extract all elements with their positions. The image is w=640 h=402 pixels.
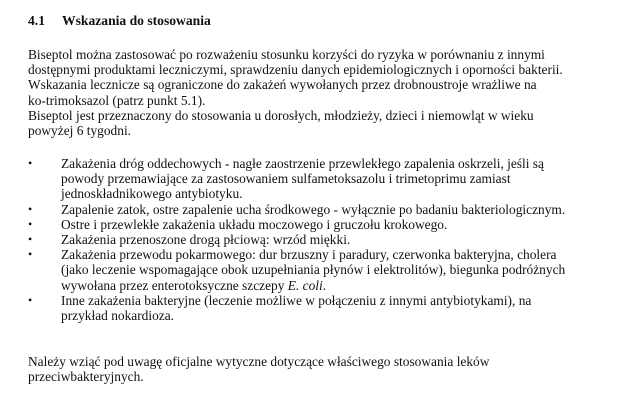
- bullet-marker: •: [28, 201, 33, 216]
- bullet-marker: •: [28, 156, 33, 170]
- intro-line: Wskazania lecznicze są ograniczone do zakażeń wywołanych przez drobnoustroje wrażliwe na: [28, 77, 537, 93]
- list-item-line-punctuation: .: [322, 277, 327, 293]
- bullet-marker: •: [28, 292, 33, 307]
- intro-line: Biseptol można zastosować po rozważeniu stosunku korzyści do ryzyka w porównaniu z innymi: [28, 47, 545, 62]
- bullet-marker: •: [28, 232, 33, 247]
- section-number: 4.1: [28, 13, 45, 28]
- list-item-line: Zakażenia dróg oddechowych - nagłe zaostrzenie przewlekłego zapalenia oskrzeli, jeśli są: [61, 156, 544, 171]
- list-item-line: powody przemawiające za zastosowaniem sulfametoksazolu i trimetoprimu zamiast: [61, 171, 511, 187]
- list-item-line: Ostre i przewlekłe zakażenia układu moczowego i gruczołu krokowego.: [61, 216, 448, 232]
- list-item-line: [61, 278, 628, 293]
- intro-line: Biseptol jest przeznaczony do stosowania u dorosłych, młodzieży, dzieci i niemowląt w wieku: [28, 107, 534, 123]
- list-item-line: Zakażenia przewodu pokarmowego: dur brzuszny i paradury, czerwonka bakteryjna, cholera: [61, 247, 557, 263]
- list-item-line: przykład nokardioza.: [61, 308, 175, 324]
- closing-line: Należy wziąć pod uwagę oficjalne wytyczne dotyczące właściwego stosowania leków: [28, 354, 490, 369]
- intro-line: ko-trimoksazol (patrz punkt 5.1).: [28, 92, 206, 108]
- bullet-marker: •: [28, 216, 33, 231]
- list-item-line: jednoskładnikowego antybiotyku.: [61, 186, 243, 202]
- intro-line: powyżej 6 tygodni.: [28, 123, 132, 139]
- list-item-line-text: wywołana przez enterotoksyczne szczepy: [61, 277, 288, 293]
- bullet-marker: •: [28, 247, 33, 262]
- organism-name-italic: E. coli: [287, 277, 323, 293]
- list-item: [28, 232, 628, 247]
- list-item: [28, 293, 628, 323]
- closing-line: przeciwbakteryjnych.: [28, 369, 144, 385]
- indications-list: [28, 156, 628, 323]
- list-item: [28, 217, 628, 232]
- list-item: [28, 156, 628, 202]
- list-item-line: Zapalenie zatok, ostre zapalenie ucha środkowego - wyłącznie po badaniu bakteriologicznym.: [61, 201, 566, 217]
- list-item: [28, 202, 628, 217]
- list-item-line: (jako leczenie wspomagające obok uzupełniania płynów i elektrolitów), biegunka podróżnych: [61, 262, 566, 278]
- closing-paragraph: [28, 354, 608, 384]
- list-item-line: Inne zakażenia bakteryjne (leczenie możliwe w połączeniu z innymi antybiotykami), na: [61, 292, 532, 308]
- section-heading: [28, 13, 211, 28]
- section-title: Wskazania do stosowania: [62, 13, 211, 28]
- intro-paragraph: [28, 47, 608, 138]
- intro-line: dostępnymi produktami leczniczymi, sprawdzeniu danych epidemiologicznych i oporności bakterii.: [28, 62, 563, 78]
- list-item-line: Zakażenia przenoszone drogą płciową: wrzód miękki.: [61, 232, 351, 248]
- list-item: [28, 247, 628, 293]
